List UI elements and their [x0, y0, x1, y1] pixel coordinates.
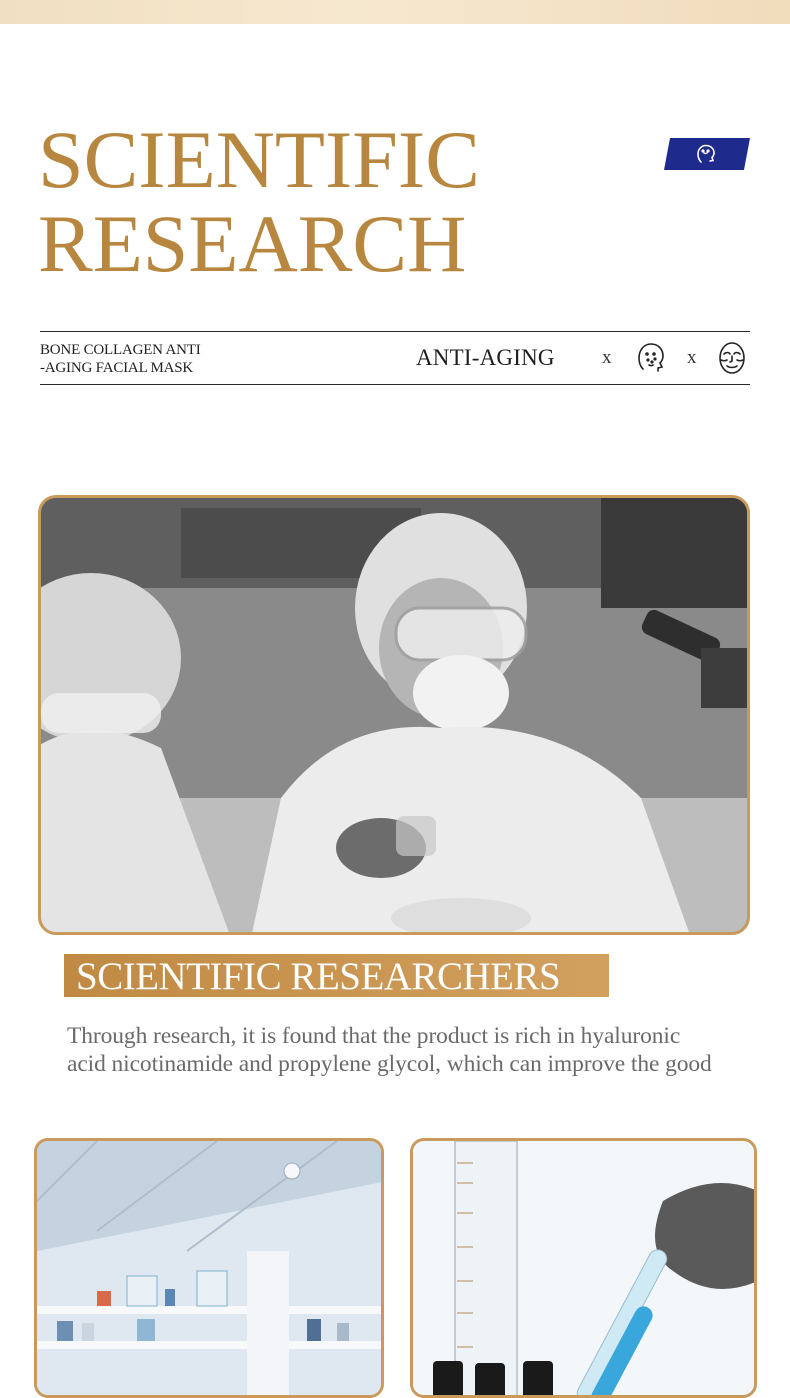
top-decor-band: [0, 0, 790, 24]
face-mask-icon: [716, 341, 748, 375]
title-line-2: RESEARCH: [38, 198, 467, 289]
test-tube-photo: [410, 1138, 757, 1398]
brand-badge: [664, 138, 750, 170]
product-info-bar: [40, 331, 750, 385]
product-name-line-1: BONE COLLAGEN ANTI: [40, 342, 201, 358]
page-title: [38, 114, 480, 289]
face-profile-icon: [694, 142, 718, 166]
laboratory-shelves-photo: [34, 1138, 384, 1398]
product-name-line-2: -AGING FACIAL MASK: [40, 360, 194, 376]
product-name: [40, 341, 230, 377]
section-banner-text: SCIENTIFIC RESEARCHERS: [76, 955, 561, 998]
title-line-1: SCIENTIFIC: [38, 114, 480, 205]
times-sign-1: x: [602, 347, 612, 368]
description-line-1: Through research, it is found that the product is rich in hyaluronic: [67, 1023, 681, 1049]
feature-label: ANTI-AGING: [416, 345, 555, 370]
section-description: [67, 1022, 777, 1078]
section-banner: [64, 954, 609, 997]
face-acne-icon: [636, 341, 666, 373]
description-line-2: acid nicotinamide and propylene glycol, which can improve the good: [67, 1051, 712, 1077]
lab-researchers-photo: [38, 495, 750, 935]
times-sign-2: x: [687, 347, 697, 368]
